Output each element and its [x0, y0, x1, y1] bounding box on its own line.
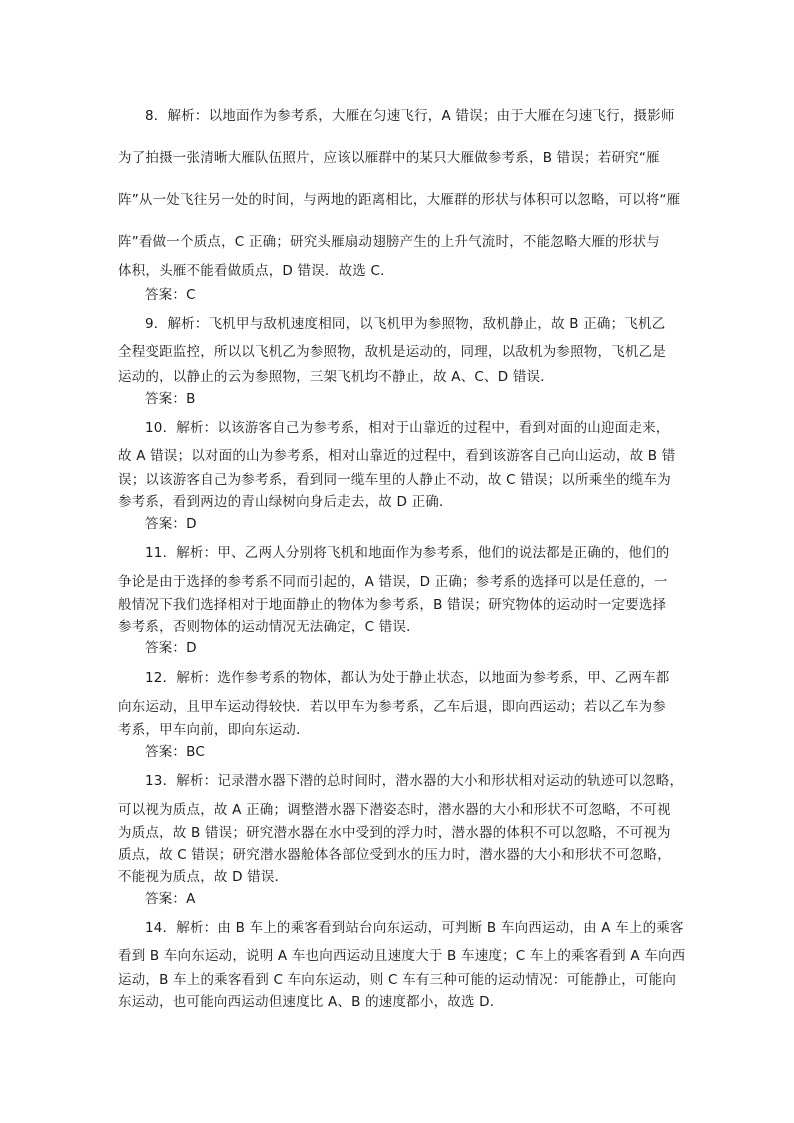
q12-answer: 答案：BC [145, 744, 205, 760]
q9-line-2: 全程变距监控，所以以飞机乙为参照物，敌机是运动的，同理，以敌机为参照物，飞机乙是 [118, 344, 666, 360]
q8-line-3: 阵”从一处飞往另一处的时间，与两地的距离相比，大雁群的形状与体积可以忽略，可以将“雁 [118, 192, 681, 208]
q8-line-2: 为了拍摄一张清晰大雁队伍照片，应该以雁群中的某只大雁做参考系，B 错误；若研究“雁 [118, 150, 660, 166]
q13-line-2: 可以视为质点，故 A 正确；调整潜水器下潜姿态时，潜水器的大小和形状不可忽略，不可视 [118, 802, 671, 818]
q8-line-1: 8．解析：以地面作为参考系，大雁在匀速飞行，A 错误；由于大雁在匀速飞行，摄影师 [145, 108, 675, 124]
q13-answer: 答案：A [145, 891, 196, 907]
q13-line-4: 质点，故 C 错误；研究潜水器舱体各部位受到水的压力时，潜水器的大小和形状不可忽略， [118, 847, 671, 863]
q9-line-1: 9．解析：飞机甲与敌机速度相同，以飞机甲为参照物，敌机静止，故 B 正确；飞机乙 [145, 316, 666, 332]
q14-line-1: 14．解析：由 B 车上的乘客看到站台向东运动，可判断 B 车向西运动，由 A 车上的乘客 [145, 920, 684, 936]
q10-line-1: 10．解析：以该游客自己为参考系，相对于山靠近的过程中，看到对面的山迎面走来， [145, 420, 670, 436]
q10-line-2: 故 A 错误；以对面的山为参考系，相对山靠近的过程中，看到该游客自己向山运动，故 B 错 [118, 448, 676, 464]
q8-line-5: 体积，头雁不能看做质点，D 错误．故选 C. [118, 263, 385, 279]
q12-line-2: 向东运动，且甲车运动得较快．若以甲车为参考系，乙车后退，即向西运动；若以乙车为参 [118, 699, 666, 715]
q9-line-3: 运动的，以静止的云为参照物，三架飞机均不静止，故 A、C、D 错误． [118, 369, 554, 385]
q13-line-3: 为质点，故 B 错误；研究潜水器在水中受到的浮力时，潜水器的体积不可以忽略，不可视为 [118, 825, 671, 841]
q14-line-2: 看到 B 车向东运动，说明 A 车也向西运动且速度大于 B 车速度；C 车上的乘客看到 A 车向西 [118, 948, 686, 964]
q14-line-3: 运动，B 车上的乘客看到 C 车向东运动，则 C 车有三种可能的运动情况：可能静止，可能向 [118, 972, 677, 988]
q11-line-3: 般情况下我们选择相对于地面静止的物体为参考系，B 错误；研究物体的运动时一定要选择 [118, 597, 667, 613]
q10-line-3: 误；以该游客自己为参考系，看到同一缆车里的人静止不动，故 C 错误；以所乘坐的缆车为 [118, 472, 671, 488]
q12-line-3: 考系，甲车向前，即向东运动． [118, 722, 310, 738]
q13-line-5: 不能视为质点，故 D 错误． [118, 869, 289, 885]
q10-line-4: 参考系，看到两边的青山绿树向身后走去，故 D 正确． [118, 494, 453, 510]
q11-line-4: 参考系，否则物体的运动情况无法确定，C 错误． [118, 619, 420, 635]
q10-answer: 答案：D [145, 516, 197, 532]
q13-line-1: 13．解析：记录潜水器下潜的总时间时，潜水器的大小和形状相对运动的轨迹可以忽略， [145, 773, 684, 789]
q9-answer: 答案：B [145, 391, 196, 407]
q11-line-1: 11．解析：甲、乙两人分别将飞机和地面作为参考系，他们的说法都是正确的，他们的 [145, 545, 670, 561]
q14-line-4: 东运动，也可能向西运动但速度比 A、B 的速度都小，故选 D. [118, 994, 495, 1010]
q11-line-2: 争论是由于选择的参考系不同而引起的，A 错误，D 正确；参考系的选择可以是任意的，一 [118, 574, 668, 590]
q12-line-1: 12．解析：选作参考系的物体，都认为处于静止状态，以地面为参考系，甲、乙两车都 [145, 670, 670, 686]
q11-answer: 答案：D [145, 640, 197, 656]
q8-answer: 答案：C [145, 287, 196, 303]
q8-line-4: 阵”看做一个质点，C 正确；研究头雁扇动翅膀产生的上升气流时，不能忽略大雁的形状与 [118, 234, 660, 250]
